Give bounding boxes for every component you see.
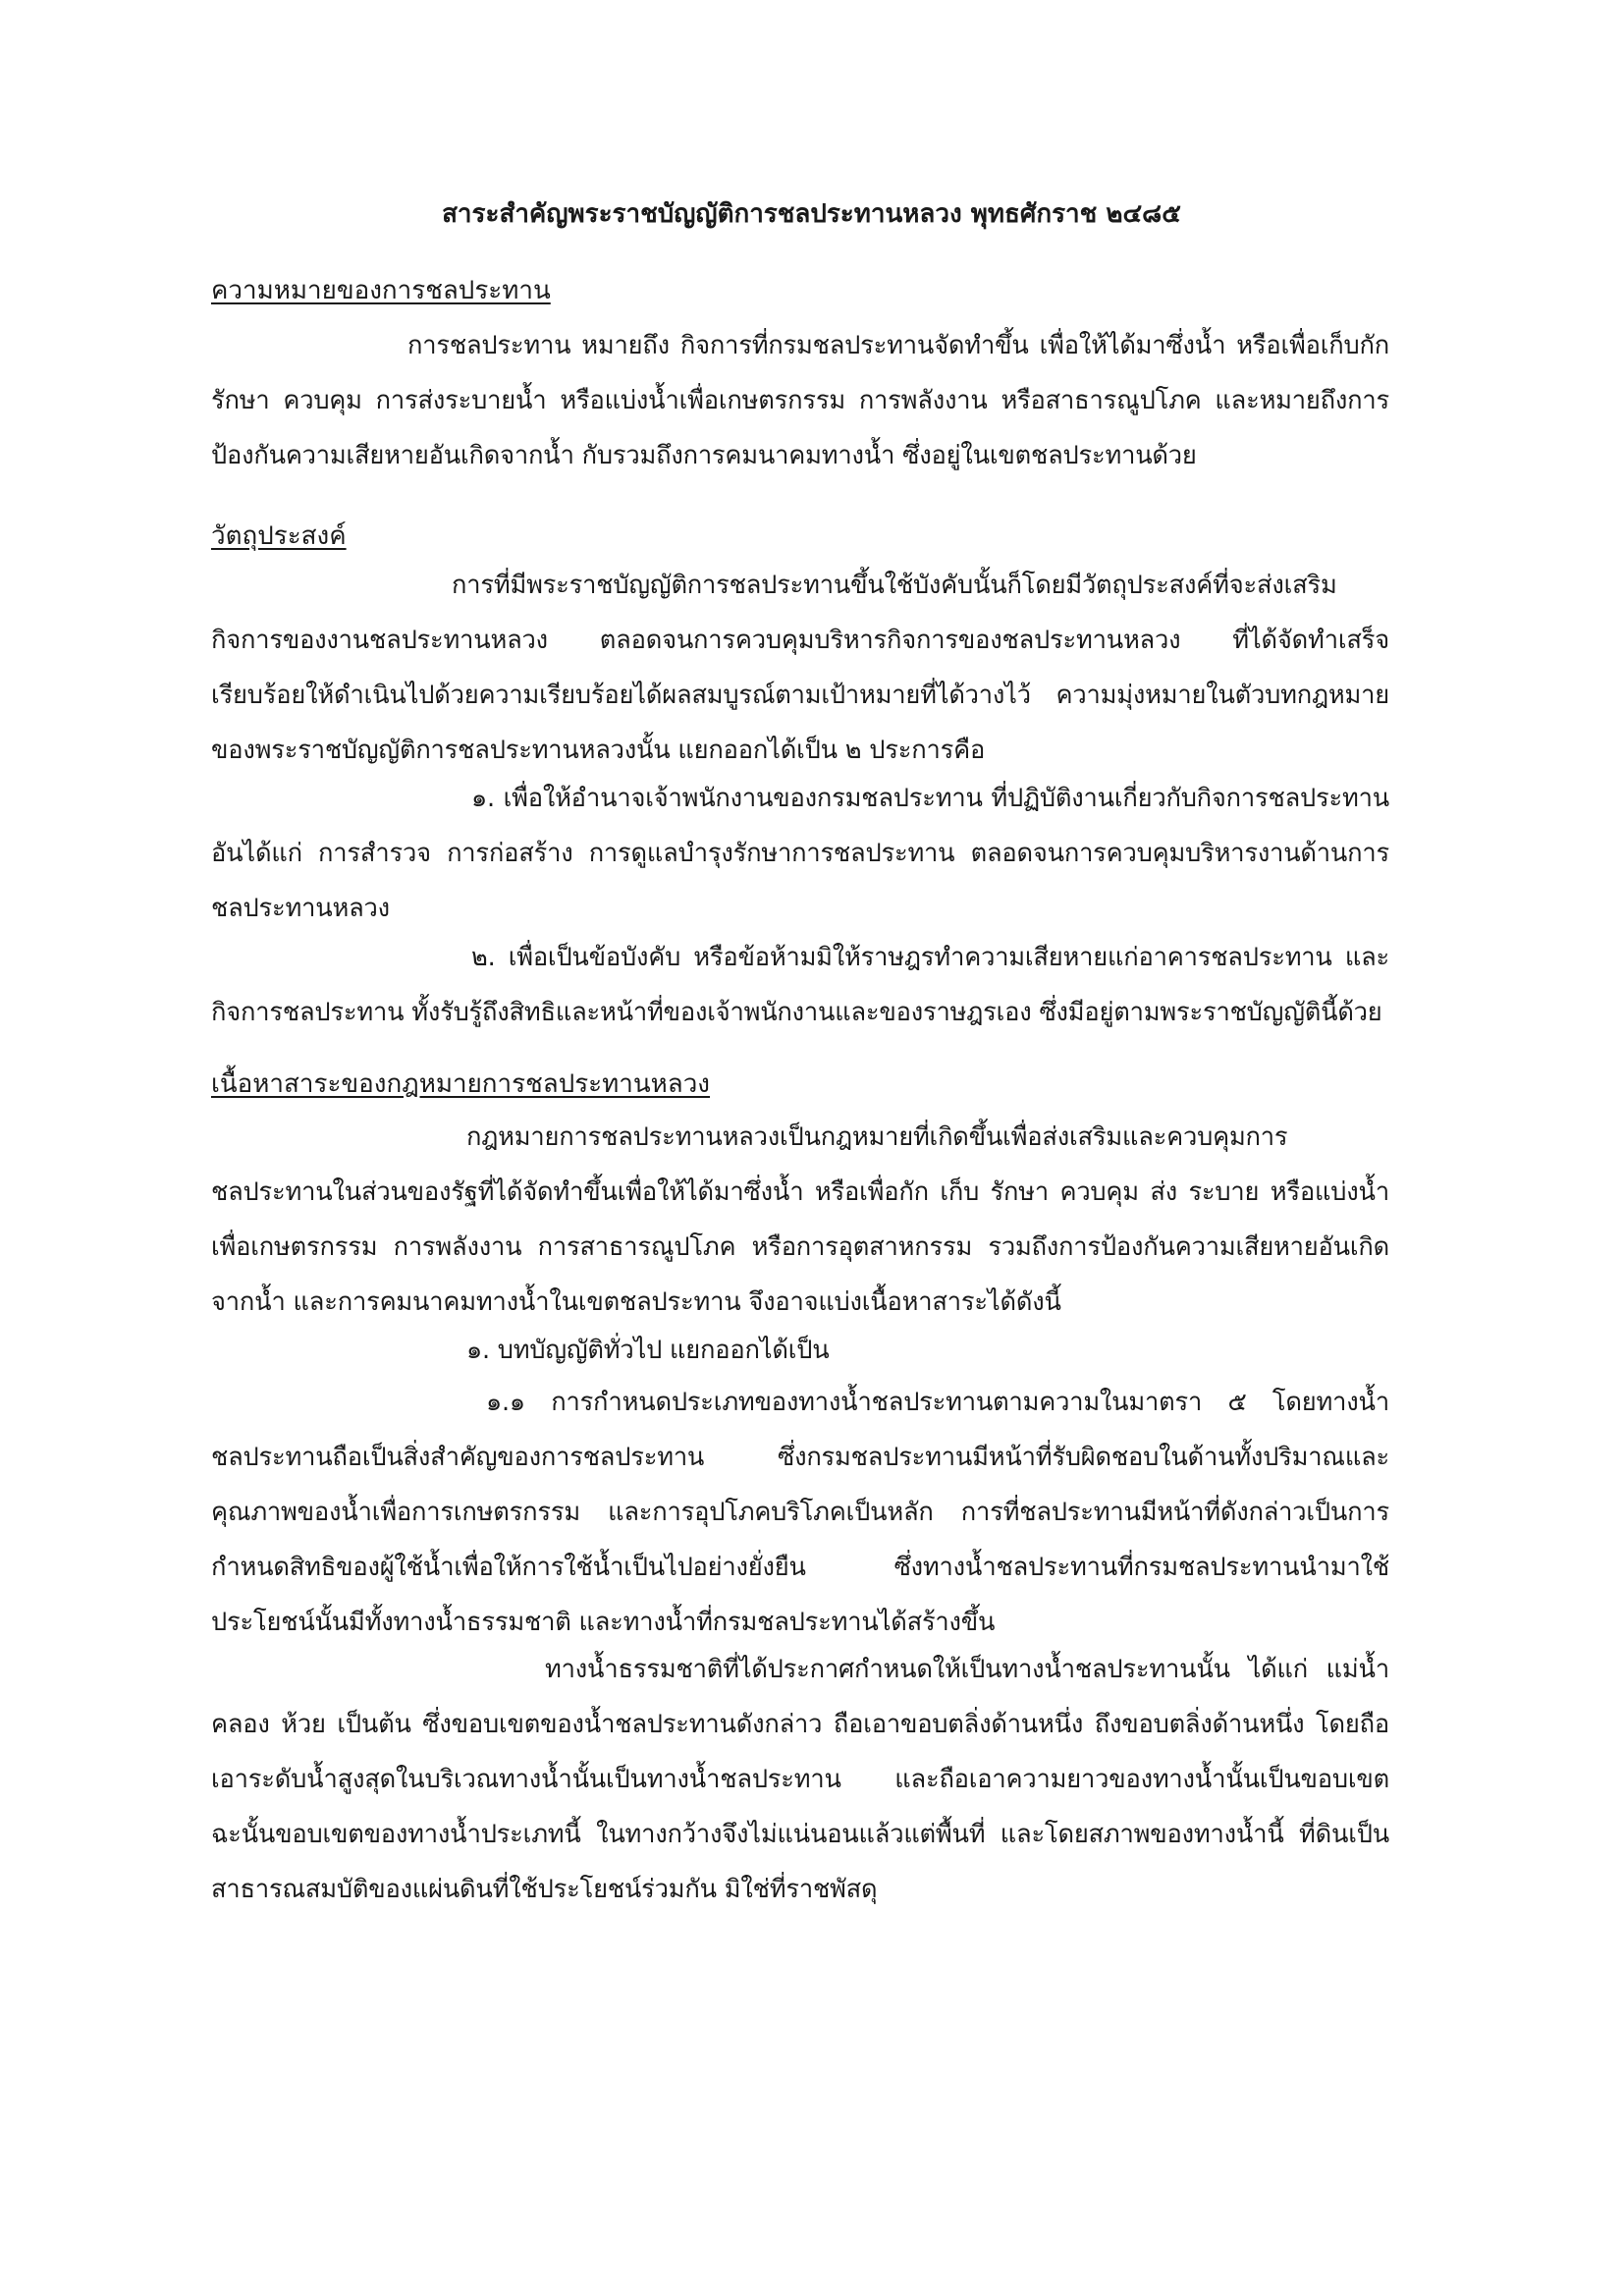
- section-heading-content: เนื้อหาสาระของกฎหมายการชลประทานหลวง: [211, 1069, 711, 1099]
- paragraph-objectives: การที่มีพระราชบัญญัติการชลประทานขึ้นใช้บังคับนั้นก็โดยมีวัตถุประสงค์ที่จะส่งเสริมกิจการของงานชลประทานหลวง ตลอดจนการควบคุมบริหารกิจการของชลประทานหลวง ที่ได้จัดทำเสร็จเรียบร้อยให้ดำเนินไปด้วยความเรียบร้อยได้ผลสมบูรณ์ตามเป้าหมายที่ได้วางไว้ ความมุ่งหมายในตัวบทกฎหมายของพระราชบัญญัติการชลประทานหลวงนั้น แยกออกได้เป็น ๒ ประการคือ: [211, 571, 1389, 765]
- paragraph-objective-2: ๒. เพื่อเป็นข้อบังคับ หรือข้อห้ามมิให้ราษฎรทำความเสียหายแก่อาคารชลประทาน และกิจการชลประทาน ทั้งรับรู้ถึงสิทธิและหน้าที่ของเจ้าพนักงานและของราษฎรเอง ซึ่งมีอยู่ตามพระราชบัญญัตินี้ด้วย: [211, 943, 1389, 1027]
- paragraph-provision-1-1: ๑.๑ การกำหนดประเภทของทางน้ำชลประทานตามความในมาตรา ๕ โดยทางน้ำชลประทานถือเป็นสิ่งสำคัญของการชลประทาน ซึ่งกรมชลประทานมีหน้าที่รับผิดชอบในด้านทั้งปริมาณและคุณภาพของน้ำเพื่อการเกษตรกรรม และการอุปโภคบริโภคเป็นหลัก การที่ชลประทานมีหน้าที่ดังกล่าวเป็นการกำหนดสิทธิของผู้ใช้น้ำเพื่อให้การใช้น้ำเป็นไปอย่างยั่งยืน ซึ่งทางน้ำชลประทานที่กรมชลประทานนำมาใช้ประโยชน์นั้นมีทั้งทางน้ำธรรมชาติ และทางน้ำที่กรมชลประทานได้สร้างขึ้น: [211, 1388, 1389, 1637]
- paragraph-content-intro: กฎหมายการชลประทานหลวงเป็นกฎหมายที่เกิดขึ้นเพื่อส่งเสริมและควบคุมการชลประทานในส่วนของรัฐที่ได้จัดทำขึ้นเพื่อให้ได้มาซึ่งน้ำ หรือเพื่อกัก เก็บ รักษา ควบคุม ส่ง ระบาย หรือแบ่งน้ำเพื่อเกษตรกรรม การพลังงาน การสาธารณูปโภค หรือการอุตสาหกรรม รวมถึงการป้องกันความเสียหายอันเกิดจากน้ำ และการคมนาคมทางน้ำในเขตชลประทาน จึงอาจแบ่งเนื้อหาสาระได้ดังนี้: [211, 1122, 1389, 1317]
- paragraph-objective-1: ๑. เพื่อให้อำนาจเจ้าพนักงานของกรมชลประทาน ที่ปฏิบัติงานเกี่ยวกับกิจการชลประทานอันได้แก่ การสำรวจ การก่อสร้าง การดูแลบำรุงรักษาการชลประทาน ตลอดจนการควบคุมบริหารงานด้านการชลประทานหลวง: [211, 784, 1389, 923]
- paragraph-natural-waterways: ทางน้ำธรรมชาติที่ได้ประกาศกำหนดให้เป็นทางน้ำชลประทานนั้น ได้แก่ แม่น้ำ คลอง ห้วย เป็นต้น ซึ่งขอบเขตของน้ำชลประทานดังกล่าว ถือเอาขอบตลิ่งด้านหนึ่ง ถึงขอบตลิ่งด้านหนึ่ง โดยถือเอาระดับน้ำสูงสุดในบริเวณทางน้ำนั้นเป็นทางน้ำชลประทาน และถือเอาความยาวของทางน้ำนั้นเป็นขอบเขตฉะนั้นขอบเขตของทางน้ำประเภทนี้ ในทางกว้างจึงไม่แน่นอนแล้วแต่พื้นที่ และโดยสภาพของทางน้ำนี้ ที่ดินเป็นสาธารณสมบัติของแผ่นดินที่ใช้ประโยชน์ร่วมกัน มิใช่ที่ราชพัสดุ: [211, 1655, 1389, 1904]
- paragraph-general-provisions: ๑. บทบัญญัติทั่วไป แยกออกได้เป็น: [466, 1336, 830, 1365]
- document-title: สาระสำคัญพระราชบัญญัติการชลประทานหลวง พุทธศักราช ๒๔๘๕: [442, 199, 1181, 229]
- section-heading-objectives: วัตถุประสงค์: [211, 521, 347, 551]
- paragraph-meaning: การชลประทาน หมายถึง กิจการที่กรมชลประทานจัดทำขึ้น เพื่อให้ได้มาซึ่งน้ำ หรือเพื่อเก็บกัก รักษา ควบคุม การส่งระบายน้ำ หรือแบ่งน้ำเพื่อเกษตรกรรม การพลังงาน หรือสาธารณูปโภค และหมายถึงการป้องกันความเสียหายอันเกิดจากน้ำ กับรวมถึงการคมนาคมทางน้ำ ซึ่งอยู่ในเขตชลประทานด้วย: [211, 331, 1389, 470]
- section-heading-meaning: ความหมายของการชลประทาน: [211, 276, 551, 305]
